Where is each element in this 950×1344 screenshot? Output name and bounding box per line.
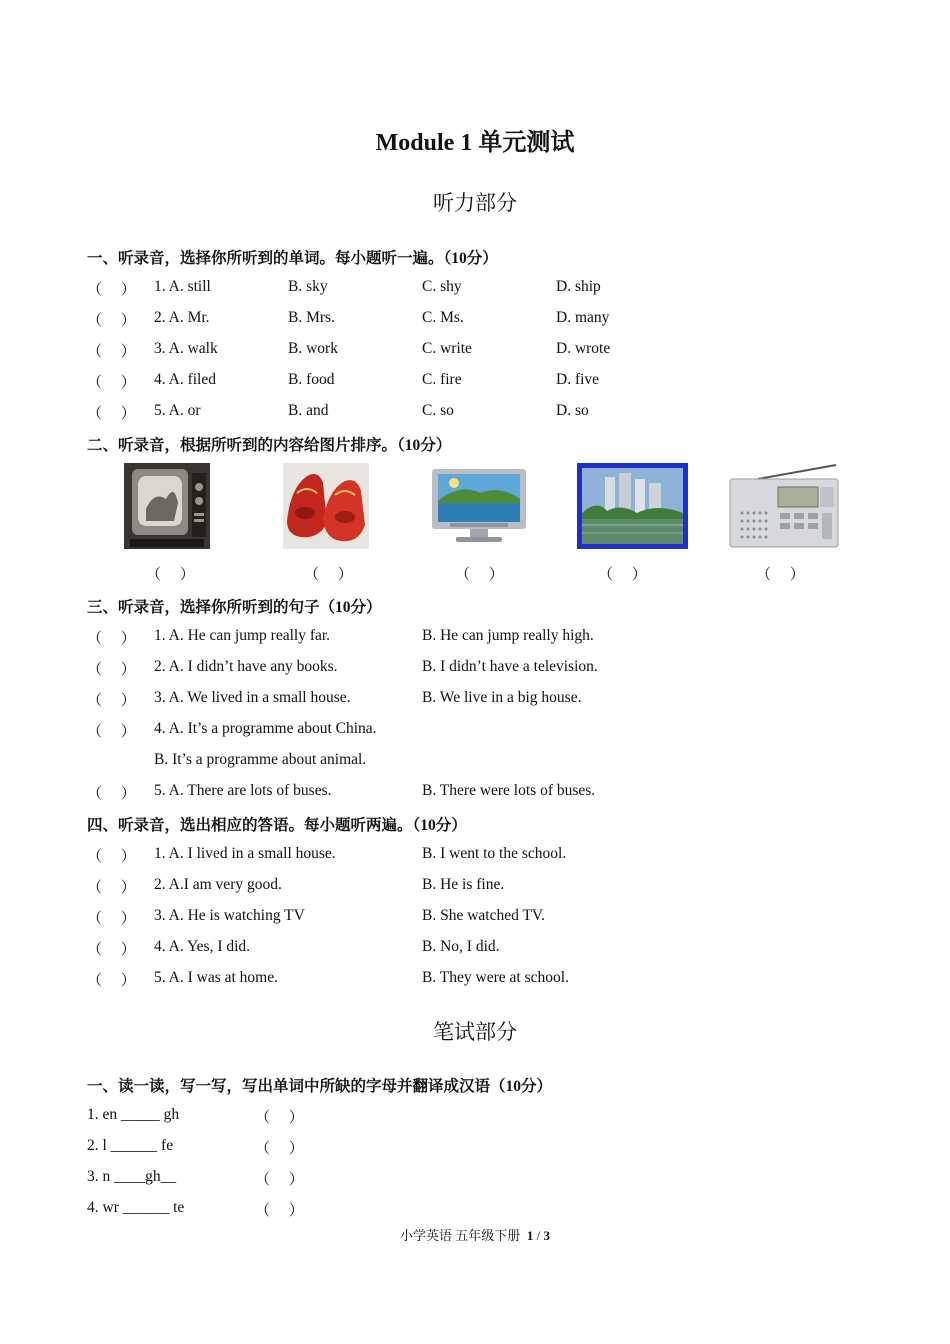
fill-in-word: 2. l ______ fe: [87, 1137, 174, 1154]
answer-blank[interactable]: （ ）: [87, 375, 136, 391]
flat-screen-tv-picture: [430, 463, 528, 549]
answer-blank[interactable]: （ ）: [87, 631, 136, 647]
radio-picture: [728, 463, 841, 549]
answer-option-b: B. They were at school.: [422, 969, 569, 986]
answer-blank[interactable]: （ ）: [146, 567, 195, 583]
question-option-c: C. shy: [422, 278, 462, 295]
section-3-heading: 三、听录音，选择你所听到的句子（10分）: [87, 599, 382, 616]
fill-in-word: 3. n ____gh__: [87, 1168, 177, 1185]
answer-blank[interactable]: （ ）: [87, 724, 136, 740]
answer-option-b: B. She watched TV.: [422, 907, 545, 924]
question-option-b: B. sky: [288, 278, 328, 295]
page-footer: [0, 1225, 950, 1244]
answer-blank[interactable]: （ ）: [87, 786, 136, 802]
answer-blank[interactable]: （ ）: [87, 344, 136, 360]
sentence-option-b: B. He can jump really high.: [422, 627, 594, 644]
section-2-heading: 二、听录音，根据所听到的内容给图片排序。（10分）: [87, 437, 452, 454]
answer-blank[interactable]: （ ）: [598, 567, 647, 583]
question-option-a: 4. A. filed: [154, 371, 216, 388]
answer-blank[interactable]: （ ）: [255, 1141, 304, 1157]
answer-blank[interactable]: （ ）: [87, 693, 136, 709]
footer-page-total: 3: [543, 1228, 550, 1243]
question-option-c: C. Ms.: [422, 309, 464, 326]
question-option-b: B. and: [288, 402, 329, 419]
answer-blank[interactable]: （ ）: [87, 973, 136, 989]
footer-page-number: 1: [526, 1228, 534, 1243]
answer-option-a: 5. A. I was at home.: [154, 969, 278, 986]
question-option-b: B. Mrs.: [288, 309, 335, 326]
answer-blank[interactable]: （ ）: [87, 313, 136, 329]
answer-blank[interactable]: （ ）: [87, 406, 136, 422]
question-option-a: 1. A. still: [154, 278, 211, 295]
question-option-b: B. food: [288, 371, 335, 388]
sentence-option-a: 4. A. It’s a programme about China.: [154, 720, 377, 737]
city-lake-picture: [577, 463, 688, 549]
footer-label: 小学英语 五年级下册: [400, 1228, 521, 1243]
red-shoes-picture: [283, 463, 369, 549]
footer-separator: /: [536, 1228, 541, 1243]
section-1-heading: 一、听录音，选择你所听到的单词。每小题听一遍。（10分）: [87, 250, 498, 267]
answer-blank[interactable]: （ ）: [87, 849, 136, 865]
writing-section-1-heading: 一、读一读，写一写，写出单词中所缺的字母并翻译成汉语（10分）: [87, 1078, 553, 1095]
question-option-d: D. so: [556, 402, 589, 419]
answer-option-b: B. He is fine.: [422, 876, 505, 893]
sentence-option-b: B. We live in a big house.: [422, 689, 582, 706]
sentence-option-b: B. It’s a programme about animal.: [154, 751, 367, 768]
answer-option-b: B. I went to the school.: [422, 845, 567, 862]
question-option-d: D. wrote: [556, 340, 611, 357]
page-title: Module 1 单元测试: [375, 130, 575, 156]
answer-blank[interactable]: （ ）: [455, 567, 504, 583]
section-4-heading: 四、听录音，选出相应的答语。每小题听两遍。（10分）: [87, 817, 467, 834]
answer-blank[interactable]: （ ）: [87, 911, 136, 927]
answer-option-a: 1. A. I lived in a small house.: [154, 845, 336, 862]
answer-blank[interactable]: （ ）: [255, 1203, 304, 1219]
question-option-c: C. so: [422, 402, 454, 419]
fill-in-word: 4. wr ______ te: [87, 1199, 185, 1216]
sentence-option-b: B. I didn’t have a television.: [422, 658, 598, 675]
sentence-option-a: 2. A. I didn’t have any books.: [154, 658, 338, 675]
listening-part-title: 听力部分: [433, 191, 517, 215]
question-option-c: C. write: [422, 340, 472, 357]
sentence-option-a: 1. A. He can jump really far.: [154, 627, 331, 644]
question-option-c: C. fire: [422, 371, 462, 388]
answer-option-a: 2. A.I am very good.: [154, 876, 282, 893]
answer-blank[interactable]: （ ）: [87, 662, 136, 678]
sentence-option-b: B. There were lots of buses.: [422, 782, 596, 799]
sentence-option-a: 3. A. We lived in a small house.: [154, 689, 351, 706]
answer-option-a: 3. A. He is watching TV: [154, 907, 305, 924]
question-option-a: 3. A. walk: [154, 340, 218, 357]
question-option-d: D. five: [556, 371, 600, 388]
writing-part-title: 笔试部分: [433, 1020, 517, 1044]
answer-blank[interactable]: （ ）: [255, 1172, 304, 1188]
answer-blank[interactable]: （ ）: [756, 567, 805, 583]
question-option-a: 5. A. or: [154, 402, 201, 419]
question-option-d: D. ship: [556, 278, 601, 295]
answer-option-a: 4. A. Yes, I did.: [154, 938, 251, 955]
answer-blank[interactable]: （ ）: [255, 1110, 304, 1126]
sentence-option-a: 5. A. There are lots of buses.: [154, 782, 332, 799]
question-option-b: B. work: [288, 340, 338, 357]
question-option-d: D. many: [556, 309, 610, 326]
question-option-a: 2. A. Mr.: [154, 309, 210, 326]
answer-blank[interactable]: （ ）: [304, 567, 353, 583]
answer-blank[interactable]: （ ）: [87, 880, 136, 896]
answer-blank[interactable]: （ ）: [87, 282, 136, 298]
answer-option-b: B. No, I did.: [422, 938, 500, 955]
answer-blank[interactable]: （ ）: [87, 942, 136, 958]
fill-in-word: 1. en _____ gh: [87, 1106, 180, 1123]
old-television-picture: [124, 463, 210, 549]
